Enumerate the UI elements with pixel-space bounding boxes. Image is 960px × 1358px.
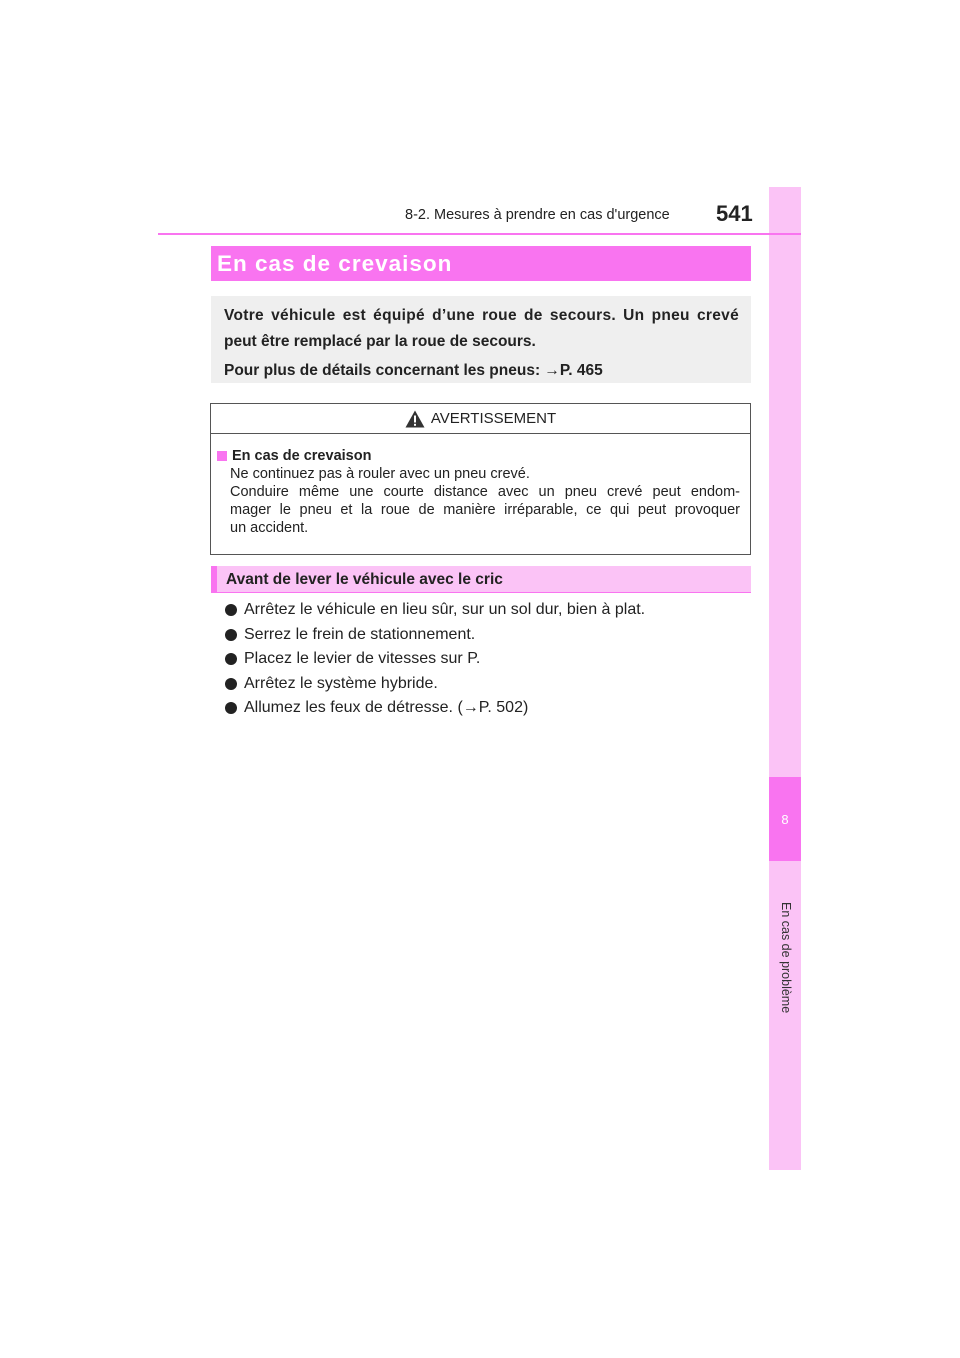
list-item	[225, 623, 645, 648]
intro-page-reference[interactable]: Pour plus de détails concernant les pneus: →P. 465	[224, 362, 603, 379]
warning-heading: AVERTISSEMENT	[430, 410, 557, 427]
list-item-text: Placez le levier de vitesses sur P.	[244, 650, 481, 667]
page-number: 541	[716, 201, 753, 226]
warning-line: Conduire même une courte distance avec un pneu crevé peut endom-	[230, 484, 740, 500]
warning-subtitle-row	[217, 447, 740, 465]
bullet-dot-icon	[225, 678, 237, 690]
warning-box	[210, 403, 751, 555]
bullet-dot-icon	[225, 702, 237, 714]
side-tab-strip	[769, 187, 801, 1170]
intro-box	[211, 296, 751, 383]
warning-triangle-icon	[405, 410, 425, 428]
bullet-list	[225, 598, 645, 721]
list-item	[225, 672, 645, 697]
warning-header	[211, 404, 750, 434]
intro-line-1: Votre véhicule est équipé d’une roue de secours. Un pneu crevé	[224, 307, 739, 324]
bullet-dot-icon	[225, 653, 237, 665]
chapter-label: En cas de problème	[779, 902, 793, 1014]
warning-line: mager le pneu et la roue de manière irréparable, ce qui peut provoquer	[230, 502, 740, 518]
warning-body	[211, 434, 750, 537]
section-title: En cas de crevaison	[211, 246, 751, 281]
warning-line: Ne continuez pas à rouler avec un pneu crevé.	[230, 466, 530, 482]
bullet-dot-icon	[225, 604, 237, 616]
list-item	[225, 647, 645, 672]
list-item-text[interactable]: Allumez les feux de détresse. (→P. 502)	[244, 699, 529, 716]
square-bullet-icon	[217, 451, 227, 461]
warning-subtitle: En cas de crevaison	[232, 448, 372, 464]
intro-line-2: peut être remplacé par la roue de secours.	[224, 333, 536, 350]
bullet-dot-icon	[225, 629, 237, 641]
chapter-number-tab[interactable]: 8	[769, 777, 801, 861]
list-item-text: Arrêtez le véhicule en lieu sûr, sur un sol dur, bien à plat.	[244, 601, 646, 618]
header-section-title: 8-2. Mesures à prendre en cas d'urgence	[405, 207, 670, 223]
warning-line: un accident.	[230, 520, 309, 536]
subsection-title: Avant de lever le véhicule avec le cric	[211, 566, 751, 593]
list-item	[225, 598, 645, 623]
list-item-text: Serrez le frein de stationnement.	[244, 625, 476, 643]
header-divider	[158, 233, 801, 235]
list-item-text: Arrêtez le système hybride.	[244, 674, 438, 692]
list-item	[225, 696, 645, 721]
